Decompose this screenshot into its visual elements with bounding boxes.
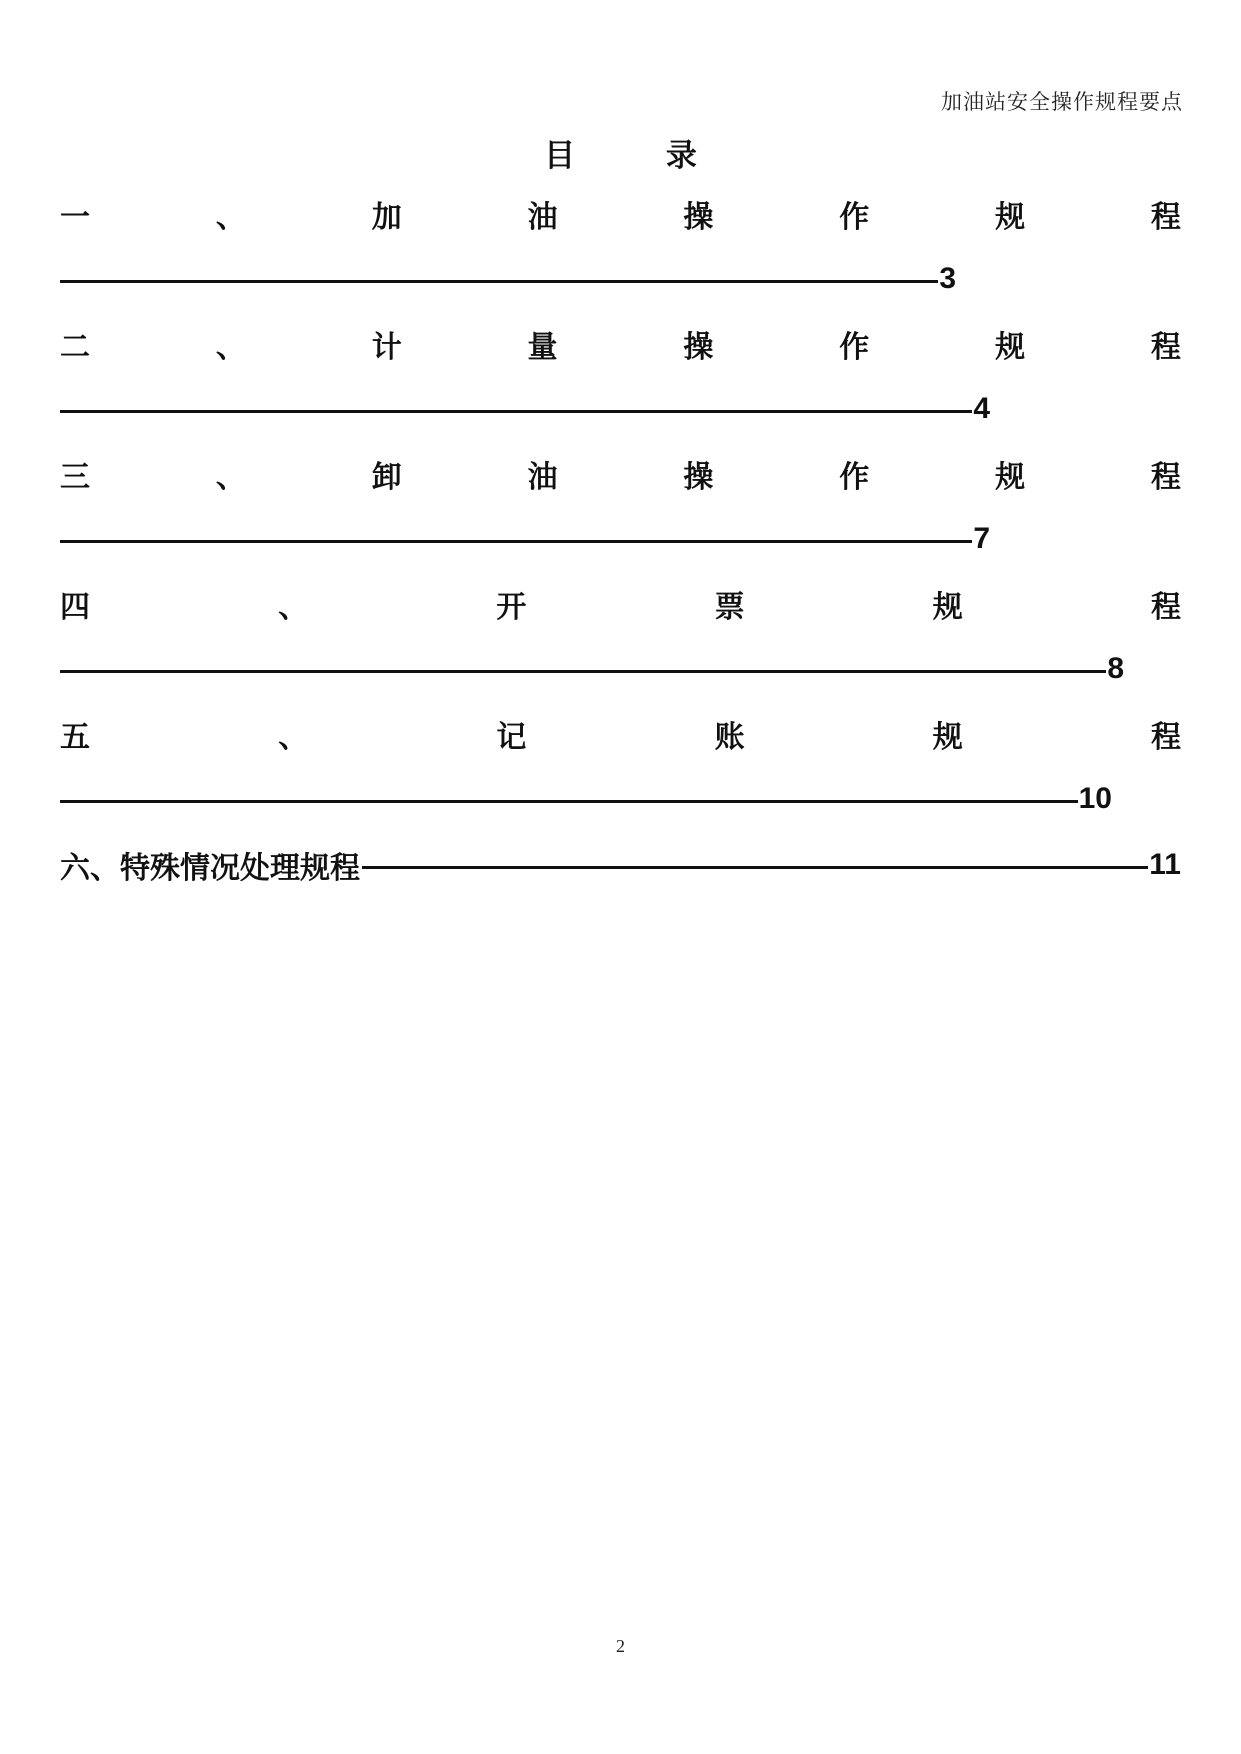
- toc-char: 开: [496, 590, 527, 625]
- running-header: 加油站安全操作规程要点: [941, 90, 1183, 114]
- page-title: 目 录: [544, 138, 737, 174]
- toc-entry-2-title[interactable]: [60, 324, 1181, 364]
- toc-entry-5-leader[interactable]: [60, 779, 1112, 819]
- toc-char: 计: [371, 330, 402, 365]
- toc-char: 三: [60, 460, 90, 495]
- toc-entry-3-title[interactable]: [60, 454, 1181, 494]
- leader-line: [60, 670, 1106, 673]
- toc-char: 程: [1150, 460, 1181, 495]
- toc-char: 、: [215, 330, 246, 365]
- toc-char: 操: [683, 200, 714, 235]
- toc-page-number: 7: [973, 522, 990, 555]
- toc-char: 规: [995, 200, 1026, 235]
- toc-char: 操: [683, 460, 714, 495]
- toc-entry-1-leader[interactable]: [60, 259, 956, 299]
- toc-entry-4-title[interactable]: [60, 584, 1181, 624]
- toc-char: 作: [839, 330, 870, 365]
- toc-char: 加: [371, 200, 402, 235]
- toc-char: 规: [932, 720, 963, 755]
- toc-page-number: 3: [939, 262, 956, 295]
- toc-char: 账: [714, 720, 745, 755]
- toc-char: 作: [839, 460, 870, 495]
- toc-page-number: 10: [1078, 782, 1112, 815]
- toc-char: 油: [527, 460, 558, 495]
- leader-line: [60, 280, 938, 283]
- toc-page-number: 4: [973, 392, 990, 425]
- toc-char: 程: [1150, 330, 1181, 365]
- toc-char: 五: [60, 720, 90, 755]
- toc-char: 记: [496, 720, 527, 755]
- toc-char: 操: [683, 330, 714, 365]
- toc-char: 一: [60, 200, 90, 235]
- toc-char: 二: [60, 330, 90, 365]
- leader-line: [362, 866, 1148, 869]
- toc-page-number: 11: [1149, 848, 1181, 881]
- toc-char: 程: [1150, 200, 1181, 235]
- toc-char: 四: [60, 590, 90, 625]
- toc-char: 票: [714, 590, 745, 625]
- toc-char: 卸: [371, 460, 402, 495]
- toc-char: 规: [995, 460, 1026, 495]
- toc-entry-2-leader[interactable]: [60, 389, 990, 429]
- toc-page-number: 8: [1107, 652, 1124, 685]
- page-number: 2: [616, 1636, 625, 1656]
- toc-entry-3-leader[interactable]: [60, 519, 990, 559]
- toc-char: 、: [278, 590, 309, 625]
- leader-line: [60, 800, 1078, 803]
- toc-char: 作: [839, 200, 870, 235]
- toc-char: 规: [995, 330, 1026, 365]
- toc-entry-5-title[interactable]: [60, 714, 1181, 754]
- toc-char: 、: [278, 720, 309, 755]
- toc-char: 规: [932, 590, 963, 625]
- toc-char: 量: [527, 330, 558, 365]
- toc-char: 油: [527, 200, 558, 235]
- leader-line: [60, 540, 972, 543]
- toc-char: 程: [1150, 590, 1181, 625]
- toc-entry-1-title[interactable]: [60, 194, 1181, 234]
- toc-char: 程: [1150, 720, 1181, 755]
- toc-entry-label: 六、特殊情况处理规程: [60, 851, 360, 886]
- toc-entry-4-leader[interactable]: [60, 649, 1124, 689]
- toc-char: 、: [215, 460, 246, 495]
- toc-entry-6[interactable]: [60, 845, 1181, 885]
- toc-char: 、: [215, 200, 246, 235]
- leader-line: [60, 410, 972, 413]
